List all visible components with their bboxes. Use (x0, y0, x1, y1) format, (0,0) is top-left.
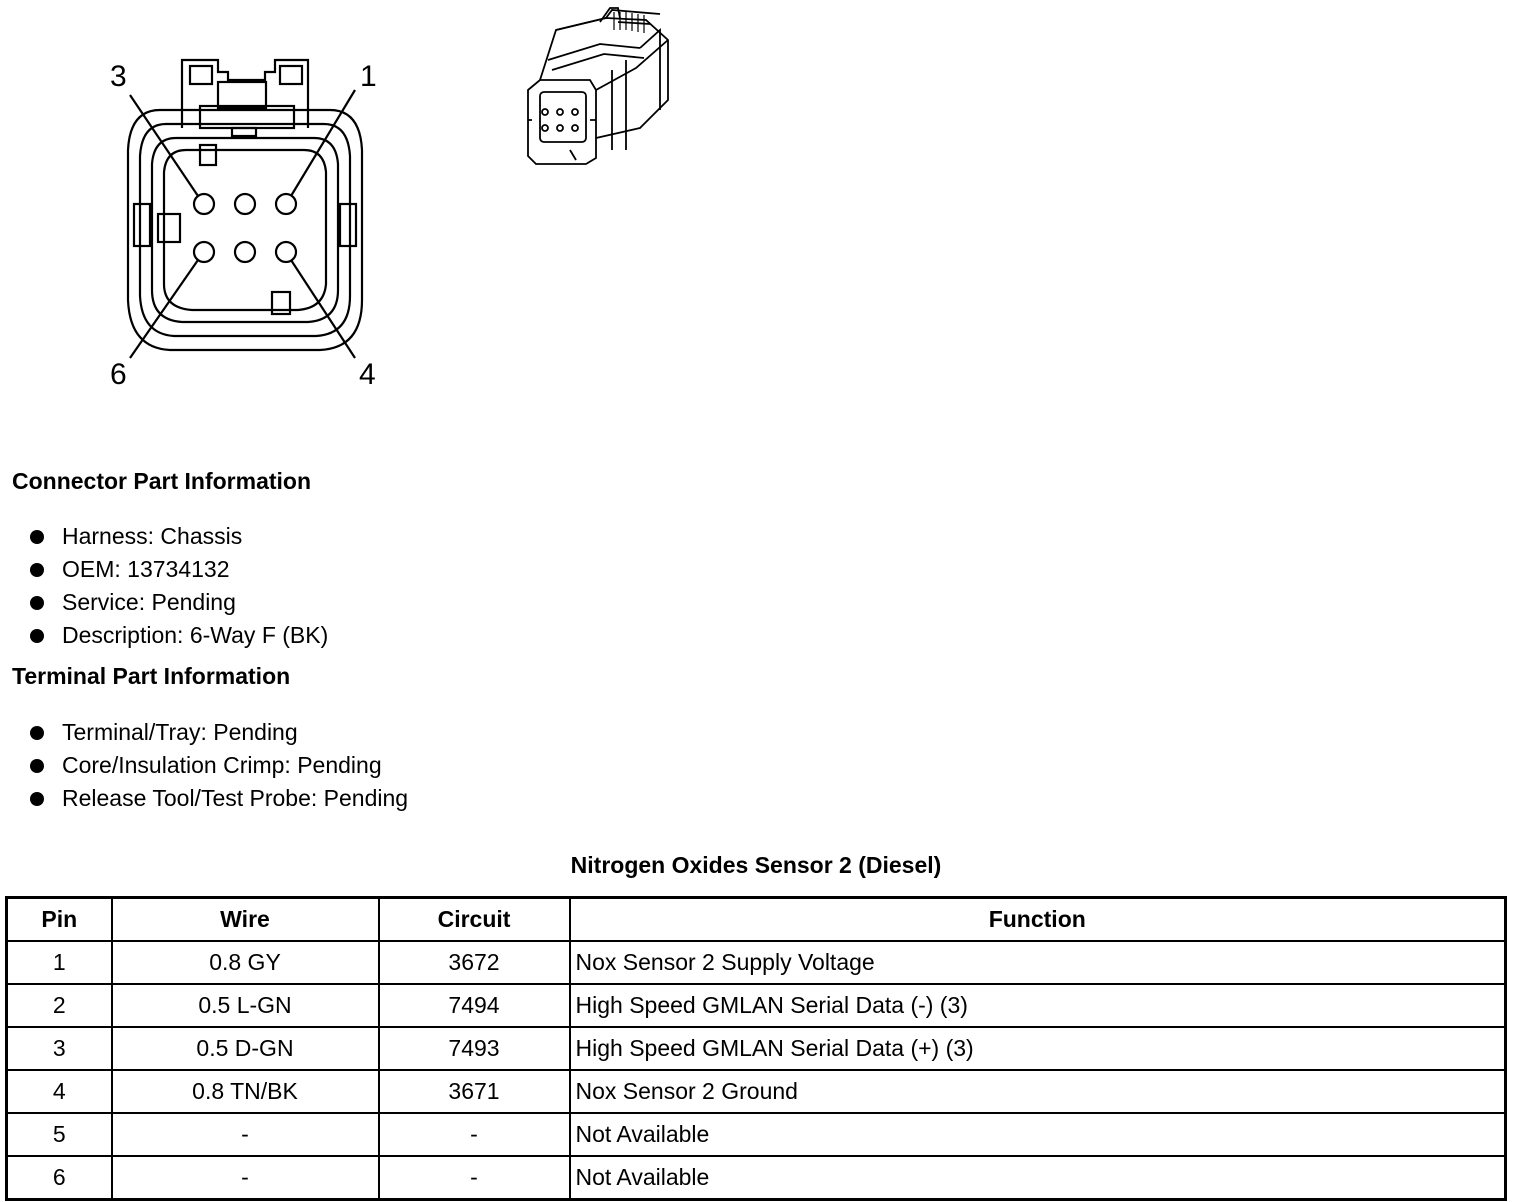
circuit-cell: - (379, 1156, 570, 1200)
column-header-circuit: Circuit (379, 898, 570, 942)
pin-cell: 4 (7, 1070, 112, 1113)
circuit-cell: 3672 (379, 941, 570, 984)
function-cell: High Speed GMLAN Serial Data (+) (3) (570, 1027, 1506, 1070)
pin-cell: 1 (7, 941, 112, 984)
bullet-icon (30, 596, 44, 610)
pin-label-4: 4 (359, 358, 376, 391)
terminal-info-heading: Terminal Part Information (12, 663, 291, 689)
wire-cell: 0.5 D-GN (112, 1027, 379, 1070)
connector-diagram (0, 0, 700, 440)
list-item: Release Tool/Test Probe: Pending (30, 782, 408, 815)
bullet-icon (30, 792, 44, 806)
table-row (7, 1070, 1506, 1113)
pin-cell: 5 (7, 1113, 112, 1156)
table-row (7, 1113, 1506, 1156)
connector-3d-illustration (528, 8, 668, 164)
pinout-table (5, 896, 1507, 1201)
bullet-icon (30, 759, 44, 773)
wire-cell: 0.8 TN/BK (112, 1070, 379, 1113)
table-title: Nitrogen Oxides Sensor 2 (Diesel) (570, 852, 942, 878)
list-item: Core/Insulation Crimp: Pending (30, 749, 408, 782)
bullet-icon (30, 530, 44, 544)
circuit-cell: 3671 (379, 1070, 570, 1113)
table-row (7, 1027, 1506, 1070)
column-header-pin: Pin (7, 898, 112, 942)
pin-label-1: 1 (360, 60, 377, 93)
pin-label-6: 6 (110, 358, 127, 391)
table-header-row (7, 898, 1506, 942)
column-header-wire: Wire (112, 898, 379, 942)
pin-cell: 2 (7, 984, 112, 1027)
list-item: Description: 6-Way F (BK) (30, 619, 328, 652)
pin-label-3: 3 (110, 60, 127, 93)
column-header-function: Function (570, 898, 1506, 942)
function-cell: Not Available (570, 1113, 1506, 1156)
list-item: Service: Pending (30, 586, 328, 619)
circuit-cell: 7494 (379, 984, 570, 1027)
list-item: Terminal/Tray: Pending (30, 716, 408, 749)
wire-cell: - (112, 1156, 379, 1200)
connector-info-list (30, 520, 328, 652)
pin-cell: 3 (7, 1027, 112, 1070)
table-row (7, 984, 1506, 1027)
list-item: Harness: Chassis (30, 520, 328, 553)
table-row (7, 1156, 1506, 1200)
terminal-info-list (30, 716, 408, 815)
function-cell: Nox Sensor 2 Ground (570, 1070, 1506, 1113)
function-cell: Nox Sensor 2 Supply Voltage (570, 941, 1506, 984)
pin-cell: 6 (7, 1156, 112, 1200)
wire-cell: 0.5 L-GN (112, 984, 379, 1027)
bullet-icon (30, 563, 44, 577)
table-row (7, 941, 1506, 984)
circuit-cell: 7493 (379, 1027, 570, 1070)
connector-info-heading: Connector Part Information (12, 468, 312, 494)
bullet-icon (30, 726, 44, 740)
function-cell: Not Available (570, 1156, 1506, 1200)
circuit-cell: - (379, 1113, 570, 1156)
wire-cell: 0.8 GY (112, 941, 379, 984)
wire-cell: - (112, 1113, 379, 1156)
bullet-icon (30, 629, 44, 643)
function-cell: High Speed GMLAN Serial Data (-) (3) (570, 984, 1506, 1027)
list-item: OEM: 13734132 (30, 553, 328, 586)
